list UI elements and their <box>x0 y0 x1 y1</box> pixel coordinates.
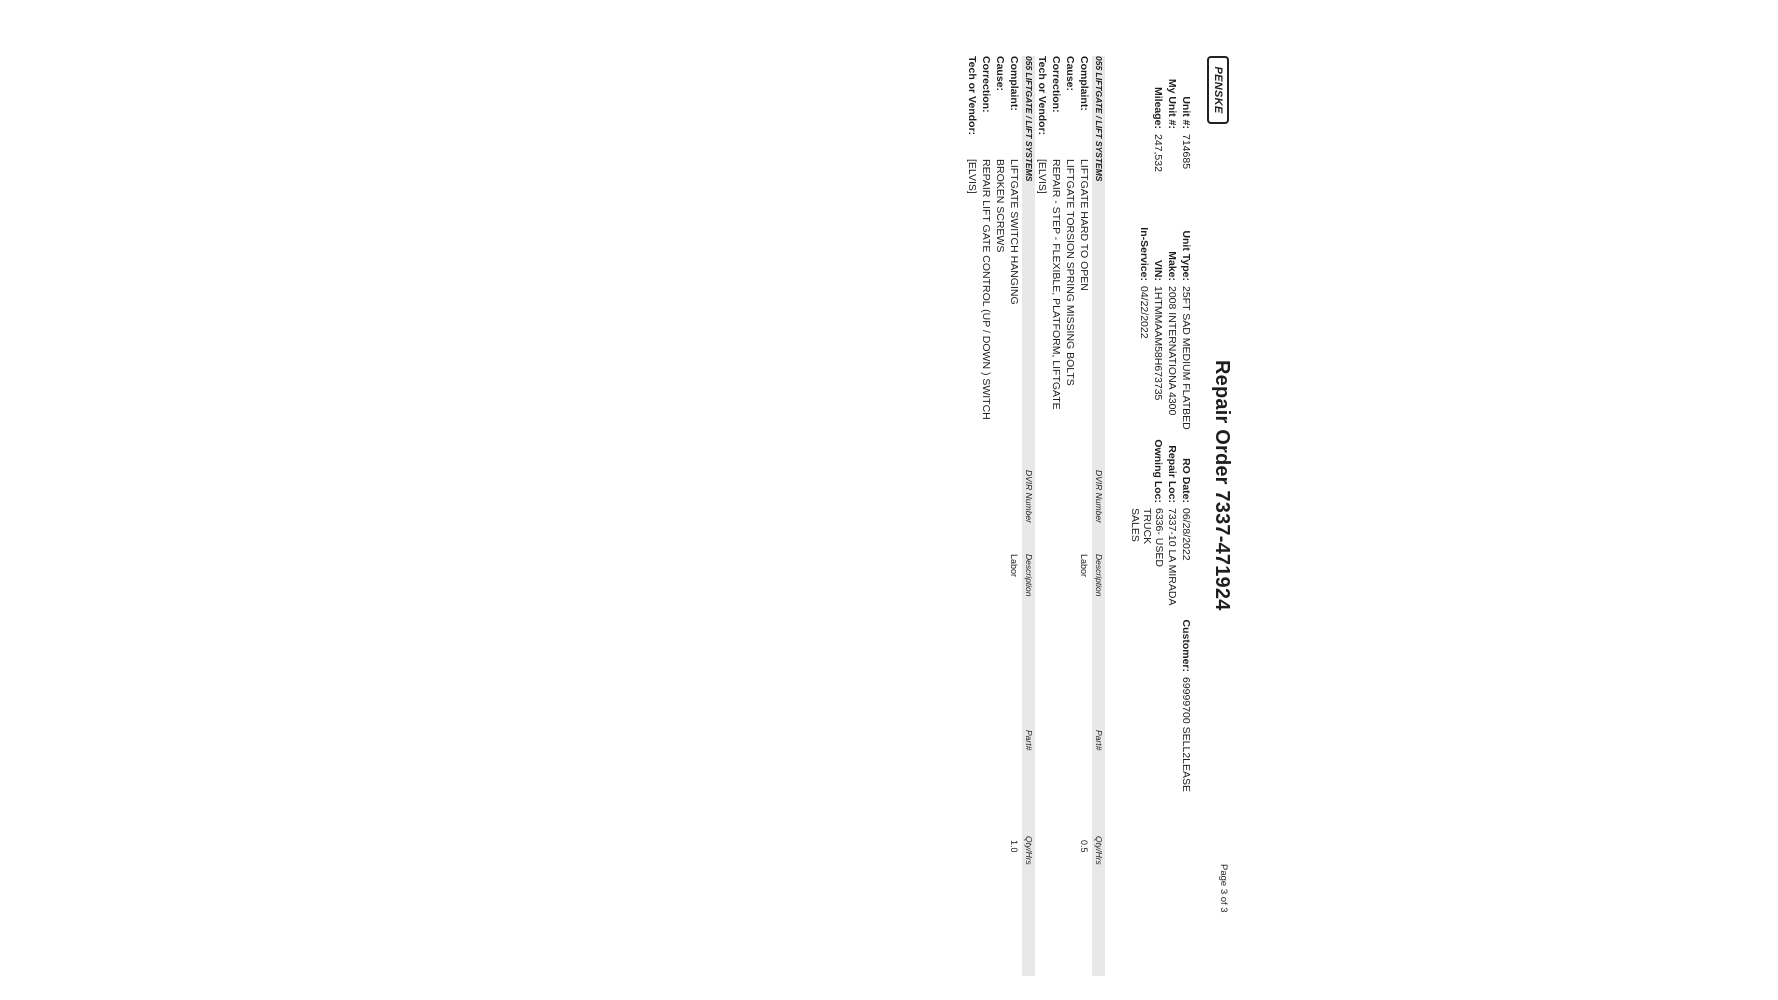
correction-value: REPAIR LIFT GATE CONTROL (UP / DOWN ) SWITCH <box>980 159 992 420</box>
unit-info-col-2 <box>1137 206 1193 430</box>
tech-label: Tech or Vendor: <box>966 56 978 136</box>
mileage-value: 247,532 <box>1152 134 1164 172</box>
section-1-complaint <box>1077 56 1091 410</box>
owning-loc-label: Owning Loc: <box>1152 439 1164 503</box>
section-1-line-qty: 0.5 <box>1079 840 1089 853</box>
mileage-field <box>1151 56 1165 172</box>
vin-label: VIN: <box>1152 260 1164 281</box>
unit-info-col-3 <box>1129 428 1193 605</box>
section-2-correction <box>979 56 993 420</box>
customer-value: 69999700 SELL2LEASE <box>1180 677 1192 793</box>
make-value: 2008 INTERNATIONA 4300 <box>1166 286 1178 416</box>
tech-label: Tech or Vendor: <box>1036 56 1048 136</box>
section-1-header <box>1092 56 1105 976</box>
section-1-correction <box>1049 56 1063 410</box>
vin-field <box>1151 206 1165 430</box>
unit-number-label: Unit #: <box>1180 96 1192 129</box>
penske-logo: PENSKE <box>1207 56 1229 124</box>
section-2-header <box>1022 56 1035 976</box>
section-1-tech <box>1035 56 1049 410</box>
repair-loc-value: 7337-10 LA MIRADA <box>1166 508 1178 606</box>
cause-value: BROKEN SCREWS <box>994 159 1006 253</box>
ro-date-label: RO Date: <box>1180 458 1192 503</box>
section-2-line-description: Labor <box>1009 554 1019 578</box>
section-2-complaint <box>1007 56 1021 420</box>
customer-field <box>1179 611 1193 792</box>
section-1-col-qty: Qty/Hrs <box>1094 836 1104 865</box>
ro-date-field <box>1179 428 1193 605</box>
cause-label: Cause: <box>994 56 1006 92</box>
correction-label: Correction: <box>1050 56 1062 113</box>
page-title: Repair Order 7337-471924 <box>1211 360 1233 611</box>
unit-info-col-1 <box>1151 56 1193 172</box>
owning-loc-field <box>1129 428 1165 605</box>
complaint-label: Complaint: <box>1078 56 1090 111</box>
section-2-col-description: Description <box>1024 554 1034 597</box>
cause-label: Cause: <box>1064 56 1076 92</box>
complaint-value: LIFTGATE SWITCH HANGING <box>1008 159 1020 305</box>
section-2-cause <box>993 56 1007 420</box>
repair-order-page <box>935 56 1233 976</box>
repair-loc-label: Repair Loc: <box>1166 445 1178 503</box>
section-2-col-dvir: DVIR Number <box>1024 470 1034 523</box>
tech-value: [ELVIS] <box>1036 159 1048 194</box>
repair-loc-field <box>1165 428 1179 605</box>
unit-number-field <box>1179 56 1193 172</box>
section-2-tech <box>965 56 979 420</box>
mileage-label: Mileage: <box>1152 86 1164 129</box>
page-number: Page 3 of 3 <box>1218 864 1229 913</box>
ro-date-value: 06/28/2022 <box>1180 508 1192 561</box>
my-unit-field <box>1165 56 1179 172</box>
vin-value: 1HTMMAAM58H673735 <box>1152 286 1164 401</box>
tech-value: [ELVIS] <box>966 159 978 194</box>
section-1-col-description: Description <box>1094 554 1104 597</box>
cause-value: LIFTGATE TORSION SPRING MISSING BOLTS <box>1064 159 1076 386</box>
unit-number-value: 714685 <box>1180 134 1192 170</box>
section-1-body <box>1035 56 1091 410</box>
section-1-cause <box>1063 56 1077 410</box>
section-1-col-part: Part# <box>1094 730 1104 751</box>
in-service-label: In-Service: <box>1138 227 1150 281</box>
section-2-body <box>965 56 1021 420</box>
section-2-title: 055 LIFTGATE / LIFT SYSTEMS <box>1024 56 1034 182</box>
correction-value: REPAIR - STEP - FLEXIBLE, PLATFORM, LIFTGATE <box>1050 159 1062 410</box>
make-label: Make: <box>1166 251 1178 281</box>
section-1-col-dvir: DVIR Number <box>1094 470 1104 523</box>
owning-loc-value: 6336- USED TRUCK SALES <box>1129 508 1165 567</box>
complaint-label: Complaint: <box>1008 56 1020 111</box>
section-1-line-description: Labor <box>1079 554 1089 578</box>
make-field <box>1165 206 1179 430</box>
correction-label: Correction: <box>980 56 992 113</box>
my-unit-label: My Unit #: <box>1166 78 1178 129</box>
unit-type-value: 25FT SAD MEDIUM FLATBED <box>1180 286 1192 430</box>
section-2-col-part: Part# <box>1024 730 1034 751</box>
unit-type-field <box>1179 206 1193 430</box>
section-1-title: 055 LIFTGATE / LIFT SYSTEMS <box>1094 56 1104 182</box>
section-2-col-qty: Qty/Hrs <box>1024 836 1034 865</box>
in-service-value: 04/22/2022 <box>1138 286 1150 339</box>
unit-info-col-4 <box>1179 611 1193 792</box>
complaint-value: LIFTGATE HARD TO OPEN <box>1078 159 1090 291</box>
customer-label: Customer: <box>1180 619 1192 672</box>
section-2-line-qty: 1.0 <box>1009 840 1019 853</box>
in-service-field <box>1137 206 1151 430</box>
unit-type-label: Unit Type: <box>1180 230 1192 281</box>
